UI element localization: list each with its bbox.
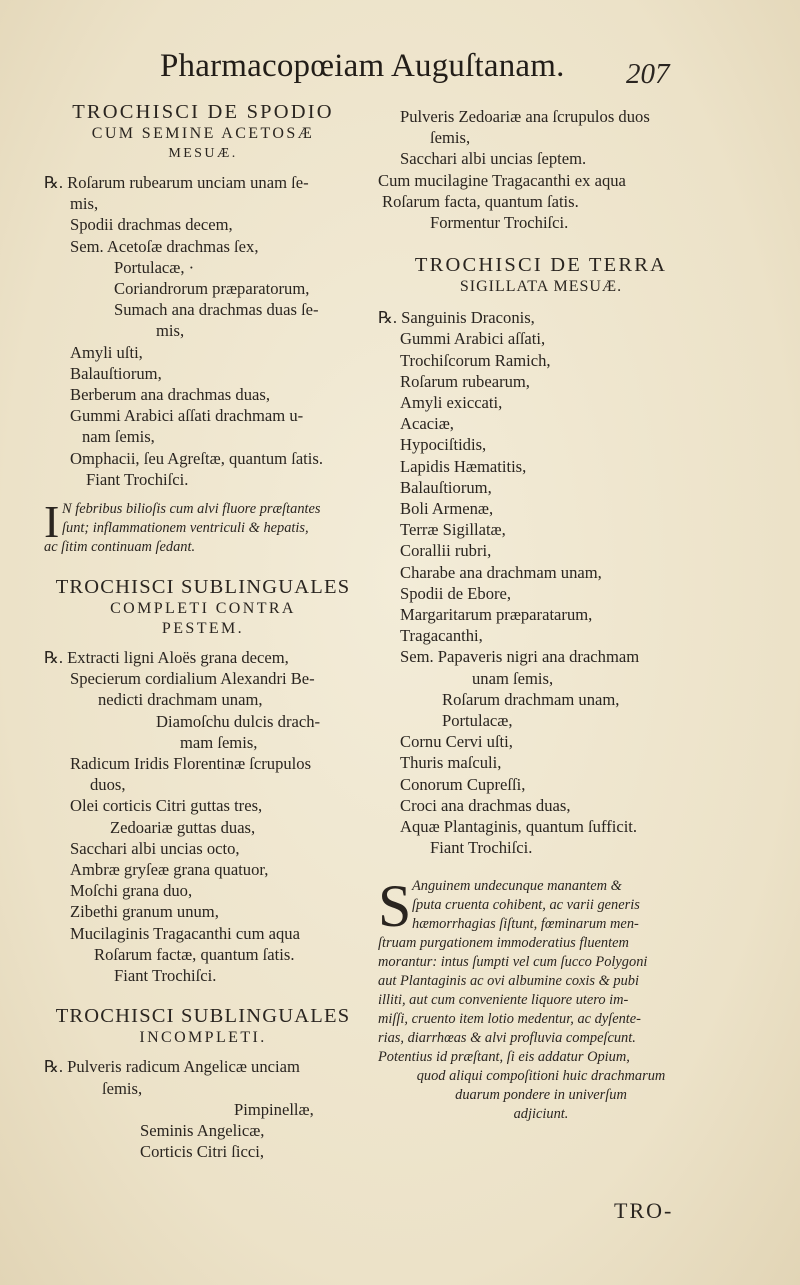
recipe-line: nam ſemis,	[82, 427, 155, 447]
recipe-line: Omphacii, ſeu Agreſtæ, quantum ſatis.	[70, 448, 324, 468]
recipe-line: ſemis,	[430, 128, 471, 148]
note-line: N febribus bilioſis cum alvi fluore præſtantes	[62, 501, 321, 518]
recipe-heading-line2: COMPLETI CONTRA	[110, 600, 296, 618]
recipe-line: Zedoariæ guttas duas,	[110, 817, 256, 837]
recipe-line: Conorum Cupreſſi,	[400, 774, 526, 794]
recipe-line: Roſarum factæ, quantum ſatis.	[94, 944, 295, 964]
left-column	[44, 100, 362, 1162]
recipe-line: Mucilaginis Tragacanthi cum aqua	[70, 923, 300, 943]
recipe-heading: TROCHISCI DE SPODIO	[72, 101, 334, 123]
recipe-line: Cornu Cervi uſti,	[400, 732, 513, 752]
catchword: TRO-	[614, 1198, 674, 1223]
usage-note	[378, 872, 704, 1124]
recipe-line: Balauſtiorum,	[70, 363, 162, 383]
page-number: 207	[626, 58, 670, 90]
recipe-line: Coriandrorum præparatorum,	[114, 279, 310, 299]
recipe-line: Formentur Trochiſci.	[430, 213, 569, 233]
recipe-line: nedicti drachmam unam,	[98, 690, 263, 710]
recipe-line: Aquæ Plantaginis, quantum ſufficit.	[400, 817, 638, 837]
recipe-line: Thuris maſculi,	[400, 753, 502, 773]
recipe-line: Spodii de Ebore,	[400, 583, 512, 603]
recipe-line: Roſarum facta, quantum ſatis.	[382, 191, 579, 211]
recipe-line: Acaciæ,	[400, 414, 454, 434]
recipe-heading-line2: INCOMPLETI.	[139, 1029, 267, 1047]
recipe-line: Sem. Papaveris nigri ana drachmam	[400, 647, 640, 667]
recipe-line: Trochiſcorum Ramich,	[400, 350, 551, 370]
recipe-line: Sem. Acetoſæ drachmas ſex,	[70, 236, 259, 256]
recipe-heading-line3: PESTEM.	[161, 620, 245, 638]
drop-cap: I	[44, 496, 60, 548]
recipe-line: Portulacæ,	[442, 711, 513, 731]
note-line: miſſi, cruento item lotio medentur, ac dyſente-	[378, 1010, 641, 1027]
recipe-line: Ambræ gryſeæ grana quatuor,	[70, 860, 269, 880]
recipe-line: Balauſtiorum,	[400, 477, 492, 497]
recipe-line: Amyli uſti,	[70, 342, 143, 362]
recipe-line: Roſarum drachmam unam,	[442, 689, 620, 709]
recipe-line: Hypociſtidis,	[400, 435, 487, 455]
recipe-line: duos,	[90, 775, 126, 795]
recipe-line: Roſarum rubearum,	[400, 371, 530, 391]
recipe-line: Charabe ana drachmam unam,	[400, 562, 602, 582]
recipe-line: unam ſemis,	[472, 668, 554, 688]
recipe-line: Specierum cordialium Alexandri Be-	[70, 669, 315, 689]
note-line: hæmorrhagias ſiſtunt, fœminarum men-	[412, 915, 639, 932]
recipe-line: Croci ana drachmas duas,	[400, 795, 571, 815]
right-column	[378, 106, 704, 1124]
note-line: ſunt; inflammationem ventriculi & hepatis,	[62, 520, 309, 537]
recipe-line: Lapidis Hæmatitis,	[400, 456, 527, 476]
recipe-line: Sacchari albi uncias octo,	[70, 838, 240, 858]
recipe-line: Boli Armenæ,	[400, 499, 494, 519]
recipe-line: Portulacæ, ·	[114, 257, 195, 277]
recipe-line: ℞. Pulveris radicum Angelicæ unciam	[44, 1057, 300, 1077]
recipe-line: Pimpinellæ,	[234, 1099, 314, 1119]
recipe-line: Cum mucilagine Tragacanthi ex aqua	[378, 170, 626, 190]
note-line: ſtruam purgationem immoderatius fluentem	[378, 934, 629, 951]
recipe-line: Tragacanthi,	[400, 626, 483, 646]
note-line: ac ſitim continuam ſedant.	[44, 539, 196, 556]
recipe-line: Corallii rubri,	[400, 541, 492, 561]
recipe-line: mam ſemis,	[180, 732, 258, 752]
recipe-line: Fiant Trochiſci.	[430, 838, 533, 858]
recipe-heading: TROCHISCI DE TERRA	[414, 254, 668, 277]
recipe-line: Amyli exiccati,	[400, 393, 503, 413]
recipe-line: Fiant Trochiſci.	[114, 966, 217, 986]
recipe-line: Radicum Iridis Florentinæ ſcrupulos	[70, 754, 312, 774]
usage-note	[44, 496, 362, 557]
recipe-line: ℞. Roſarum rubearum unciam unam ſe-	[44, 173, 309, 192]
note-line: morantur: intus ſumpti vel cum ſucco Polygoni	[378, 953, 648, 970]
running-title: Pharmacopœiam Auguſtanam.	[160, 48, 565, 84]
note-line: ſputa cruenta cohibent, ac varii generis	[412, 896, 640, 913]
recipe-heading-author: MESUÆ.	[168, 146, 238, 161]
recipe-line: Berberum ana drachmas duas,	[70, 385, 270, 405]
recipe-line: Moſchi grana duo,	[70, 881, 193, 901]
recipe-line: Seminis Angelicæ,	[140, 1120, 265, 1140]
drop-cap: S	[378, 872, 412, 939]
recipe-line: Diamoſchu dulcis drach-	[156, 711, 321, 731]
recipe-line: ℞. Extracti ligni Aloës grana decem,	[44, 648, 289, 668]
note-line: quod aliqui compoſitioni huic drachmarum	[416, 1067, 666, 1084]
recipe-line: ℞. Sanguinis Draconis,	[378, 308, 535, 328]
recipe-line: Gummi Arabici aſſati drachmam u-	[70, 406, 304, 426]
recipe-line: Fiant Trochiſci.	[86, 469, 189, 489]
recipe-line: Spodii drachmas decem,	[70, 215, 233, 235]
recipe-line: ſemis,	[102, 1078, 143, 1098]
note-line: aut Plantaginis ac ovi albumine coxis & pubi	[378, 972, 639, 989]
recipe-line: Olei corticis Citri guttas tres,	[70, 796, 263, 816]
recipe-line: Terræ Sigillatæ,	[400, 520, 506, 540]
recipe-line: Gummi Arabici aſſati,	[400, 329, 546, 349]
recipe-line: mis,	[70, 194, 99, 214]
note-line: Potentius id præſtant, ſi eis addatur Opium,	[378, 1048, 630, 1065]
recipe-line: Pulveris Zedoariæ ana ſcrupulos duos	[400, 107, 650, 126]
note-line: illiti, aut cum conveniente liquore utero im-	[378, 991, 629, 1008]
note-line: duarum pondere in univerſum	[455, 1086, 627, 1103]
recipe-heading-line2: SIGILLATA MESUÆ.	[459, 278, 623, 296]
recipe-heading: TROCHISCI SUBLINGUALES	[55, 576, 351, 599]
recipe-line: Corticis Citri ſicci,	[140, 1142, 264, 1162]
recipe-line: Sumach ana drachmas duas ſe-	[114, 300, 319, 320]
recipe-line: Margaritarum præparatarum,	[400, 605, 593, 625]
recipe-line: Sacchari albi uncias ſeptem.	[400, 149, 587, 169]
recipe-line: Zibethi granum unum,	[70, 902, 219, 922]
note-line: adjiciunt.	[513, 1105, 569, 1122]
recipe-line: mis,	[156, 321, 185, 341]
recipe-heading: TROCHISCI SUBLINGUALES	[55, 1005, 351, 1028]
note-line: Anguinem undecunque manantem &	[412, 877, 622, 894]
recipe-heading-line2: CUM SEMINE ACETOSÆ	[91, 125, 315, 142]
note-line: rias, diarrhœas & alvi profluvia compeſcunt.	[378, 1029, 636, 1046]
